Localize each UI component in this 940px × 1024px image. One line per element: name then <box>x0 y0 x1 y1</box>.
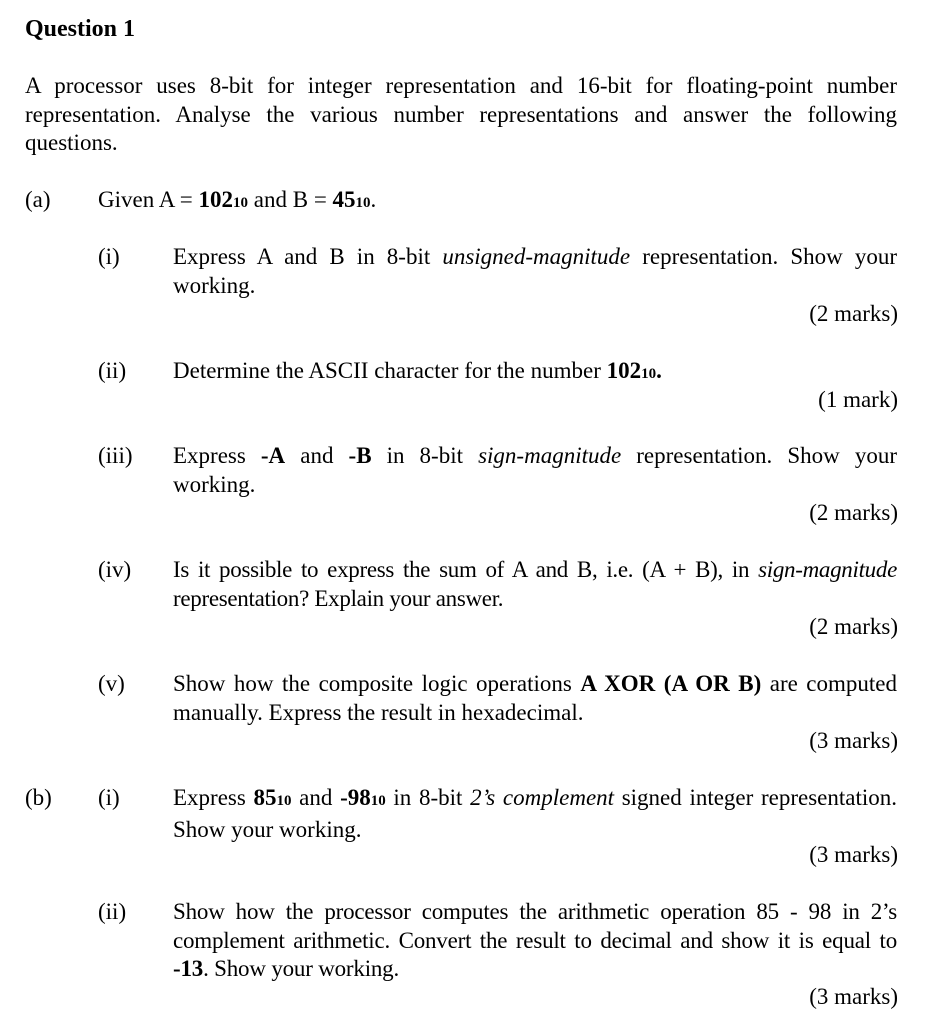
part-a-label: (a) <box>25 187 51 212</box>
part-b-label: (b) <box>25 785 52 810</box>
question-intro: A processor uses 8-bit for integer representation and 16-bit for floating-point number representation. Analyse the various number representations and answer the following questions. <box>25 73 897 155</box>
part-a-v-marks: (3 marks) <box>809 728 898 753</box>
part-a-iv-text: Is it possible to express the sum of A and B, i.e. (A + B), in sign-magnitude representation? Explain your answer. <box>173 557 897 611</box>
part-b-i-label: (i) <box>98 785 120 810</box>
part-a-ii-text: Determine the ASCII character for the number 10210. <box>173 358 662 383</box>
question-title: Question 1 <box>25 16 136 42</box>
part-b-ii-marks: (3 marks) <box>809 984 898 1009</box>
part-a-iv-marks: (2 marks) <box>809 614 898 639</box>
part-a-iii-label: (iii) <box>98 443 133 468</box>
part-a-ii-marks: (1 mark) <box>818 387 898 412</box>
part-a-iii-marks: (2 marks) <box>809 500 898 525</box>
part-a-i-marks: (2 marks) <box>809 301 898 326</box>
part-a-i-label: (i) <box>98 244 120 269</box>
part-a-iii-text: Express -A and -B in 8-bit sign-magnitude representation. Show your working. <box>173 443 897 497</box>
part-a-v-text: Show how the composite logic operations A XOR (A OR B) are computed manually. Express the result in hexadecimal. <box>173 671 897 725</box>
part-b-i-marks: (3 marks) <box>809 842 898 867</box>
part-a-ii-label: (ii) <box>98 358 127 383</box>
part-a-v-label: (v) <box>98 671 125 696</box>
part-b-ii-label: (ii) <box>98 899 127 924</box>
part-a-given: Given A = 10210 and B = 4510. <box>98 187 377 212</box>
part-b-i-text: Express 8510 and -9810 in 8-bit 2’s complement signed integer representation. Show your working. <box>173 785 897 842</box>
part-a-i-text: Express A and B in 8-bit unsigned-magnitude representation. Show your working. <box>173 244 897 298</box>
part-b-ii-text: Show how the processor computes the arithmetic operation 85 - 98 in 2’s complement arithmetic. Convert the result to decimal and show it is equal to -13. Show your working. <box>173 899 897 981</box>
part-a-iv-label: (iv) <box>98 557 132 582</box>
